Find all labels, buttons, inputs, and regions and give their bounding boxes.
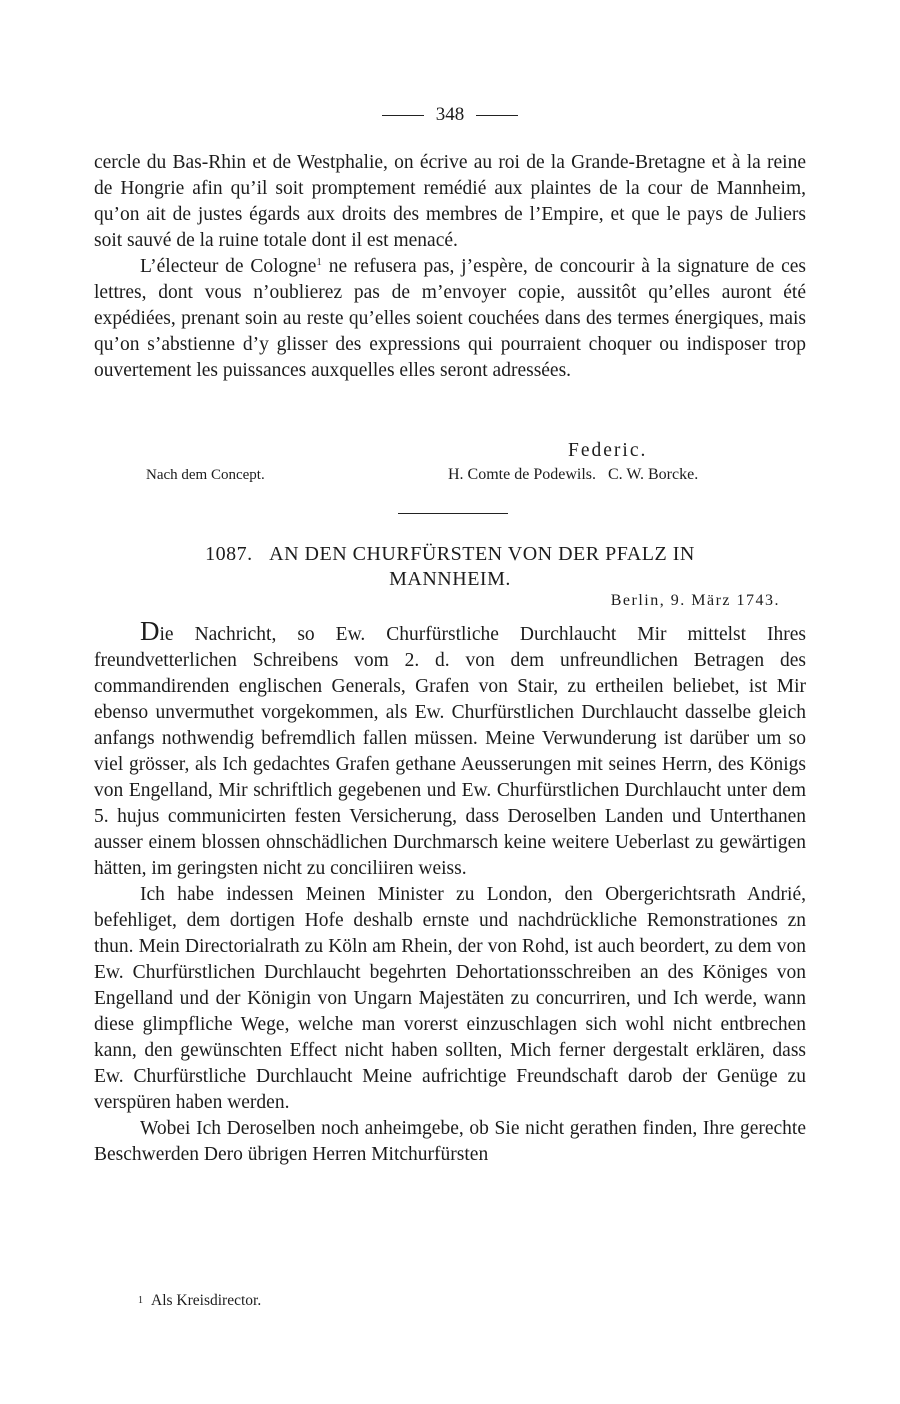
paragraph: cercle du Bas-Rhin et de Westphalie, on écrive au roi de la Grande-Bretagne et à la reine de Hongrie afin qu’il soit promptement remédié aux plaintes de la cour de Mannheim, qu’on ait de justes égards aux droits des membres de l’Empire, et que le pays de Juliers soit sauvé de la ruine totale dont il est menacé.: [94, 152, 806, 251]
signature: Federic.: [568, 440, 648, 461]
page-number: 348: [435, 104, 465, 125]
title-line-1: AN DEN CHURFÜRSTEN VON DER PFALZ IN: [269, 543, 695, 565]
initial-letter: D: [140, 616, 160, 646]
paragraph: Ich habe indessen Meinen Minister zu London, den Obergerichtsrath Andrié, befehliget, dem dortigen Hofe deshalb ernste und nachdrückliche Remonstrationes zn thun. Mein Directorialrath zu Köln am Rhein, der von Rohd, ist auch beordert, zu dem von Ew. Churfürstlichen Durchlaucht begehrten Dehortationsschreiben an des Königes von Engelland und der Königin von Ungarn Majestäten zu concurriren, und Ich werde, wann diese glimpfliche Wege, welche man vorerst einzuschlagen sich wohl nicht entbrechen kann, den gewünschten Effect nicht haben sollten, Mich ferner dergestalt erklären, dass Ew. Churfürstliche Durchlaucht Meine aufrichtige Freundschaft darob der Genüge zu verspüren haben werden.: [94, 884, 806, 1113]
paragraph: [94, 618, 806, 882]
footnote-text: Als Kreisdirector.: [151, 1292, 262, 1309]
section-divider: [398, 513, 508, 514]
paragraph-rest: ie Nachricht, so Ew. Churfürstliche Durchlaucht Mir mittelst Ihres freundvetterlichen Schreibens vom 2. d. von dem unfreundlichen Betragen des commandirenden englischen Generals, Grafen von Stair, zu ertheilen beliebet, ist Mir ebenso unvermuthet vorgekommen, als Ew. Churfürstlichen Durchlaucht dasselbe gleich anfangs nothwendig befremdlich fallen müssen. Meine Verwunderung ist darüber um so viel grösser, als Ich gedachtes Grafen gethane Aeusserungen mit seines Herrn, des Königs von Engelland, Mir schriftlich gegebenen und Ew. Churfürstlichen Durchlaucht unter dem 5. hujus communicirten festen Versicherung, dass Deroselben Landen und Unterthanen ausser einem blossen ohnschädlichen Durchmarsch keine weitere Ueberlast zu gewärtigen hätten, im geringsten nicht zu conciliiren weiss.: [94, 624, 806, 879]
document-title: [94, 542, 806, 566]
source-note: Nach dem Concept.: [146, 467, 265, 483]
document-number: 1087.: [205, 543, 253, 565]
footnote-marker: 1: [138, 1295, 143, 1306]
french-letter-body: [94, 150, 806, 384]
paragraph-start: L’électeur de Cologne: [140, 256, 317, 277]
header-dash-left: [382, 115, 424, 116]
paragraph: [94, 254, 806, 384]
paragraph-rest: ne refusera pas, j’espère, de concourir à la signature de ces lettres, dont vous n’oublierez pas de m’envoyer copie, aussitôt qu’elles auront été expédiées, prenant soin au reste qu’elles soient couchées dans des termes énergiques, mais qu’on s’abstienne d’y glisser des expressions qui pourraient choquer ou indisposer trop ouvertement les puissances auxquelles elles seront adressées.: [94, 256, 806, 381]
countersignature: H. Comte de Podewils. C. W. Borcke.: [448, 466, 699, 483]
footnote-reference: 1: [316, 256, 322, 268]
paragraph: Wobei Ich Deroselben noch anheimgebe, ob Sie nicht gerathen finden, Ihre gerechte Beschwerden Dero übrigen Herren Mitchurfürsten: [94, 1118, 806, 1165]
german-letter-body: [94, 618, 806, 1168]
header-dash-right: [476, 115, 518, 116]
footnote: [138, 1292, 261, 1310]
dateline: Berlin, 9. März 1743.: [610, 592, 780, 609]
page-header: [0, 104, 900, 126]
title-line-2: MANNHEIM.: [389, 568, 511, 590]
